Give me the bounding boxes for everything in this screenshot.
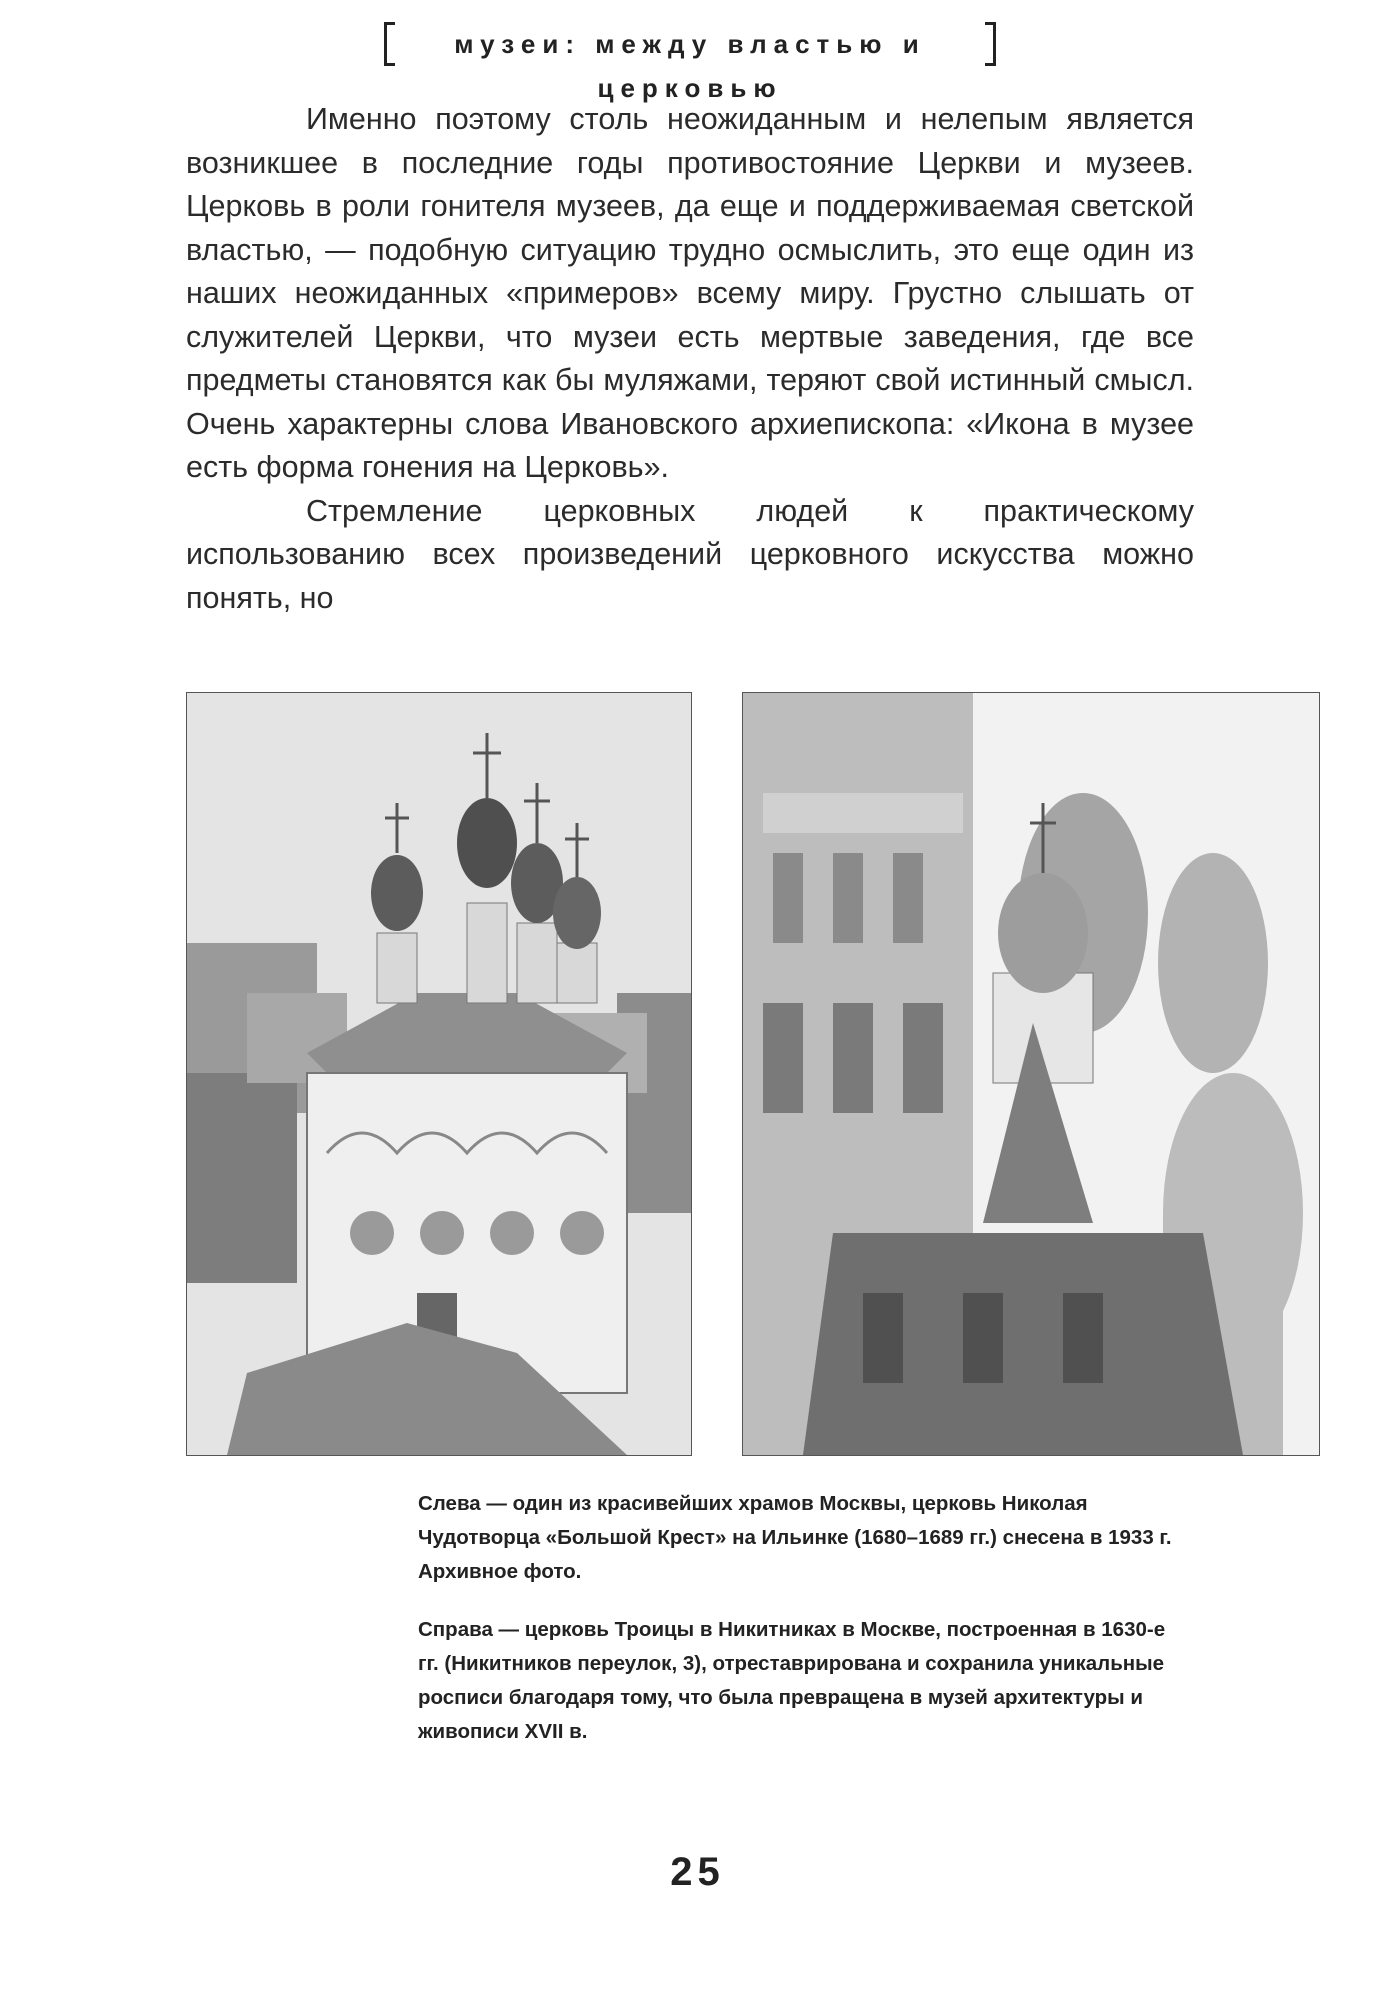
- header-title: музеи: между властью и церковью: [454, 29, 926, 103]
- paragraph-1: Именно поэтому столь неожиданным и нелепым является возникшее в последние годы противостояние Церкви и музеев. Церковь в роли гонителя музеев, да еще и поддерживаемая светской властью, — подобную ситуацию трудно осмыслить, это еще один из наших неожиданных «примеров» всему миру. Грустно слышать от служителей Церкви, что музеи есть мертвые заведения, где все предметы становятся как бы муляжами, теряют свой истинный смысл. Очень характерны слова Ивановского архиепископа: «Икона в музее есть форма гонения на Церковь».: [186, 102, 1194, 484]
- running-header: [384, 22, 996, 103]
- photo-left-church: [186, 692, 692, 1456]
- church-illustration-left: [187, 693, 691, 1455]
- caption-left: [418, 1487, 1178, 1589]
- header-right-bracket: [985, 22, 996, 66]
- caption-left-text: Слева — один из красивейших храмов Москвы, церковь Николая Чудотворца «Большой Крест» на Ильинке (1680–1689 гг.) снесена в 1933 г. Архивное фото.: [418, 1492, 1172, 1583]
- paragraph-2: Стремление церковных людей к практическому использованию всех произведений церковного искусства можно понять, но: [186, 493, 1194, 615]
- photo-right-church: [742, 692, 1320, 1456]
- main-text: [186, 98, 1194, 620]
- church-illustration-right: [743, 693, 1319, 1455]
- caption-right: [418, 1613, 1178, 1749]
- page-number: 25: [670, 1850, 725, 1894]
- caption-right-text: Справа — церковь Троицы в Никитниках в Москве, построенная в 1630-е гг. (Никитников переулок, 3), отреставрирована и сохранила уникальные росписи благодаря тому, что была превращена в музей архитектуры и живописи XVII в.: [418, 1618, 1166, 1743]
- header-left-bracket: [384, 22, 395, 66]
